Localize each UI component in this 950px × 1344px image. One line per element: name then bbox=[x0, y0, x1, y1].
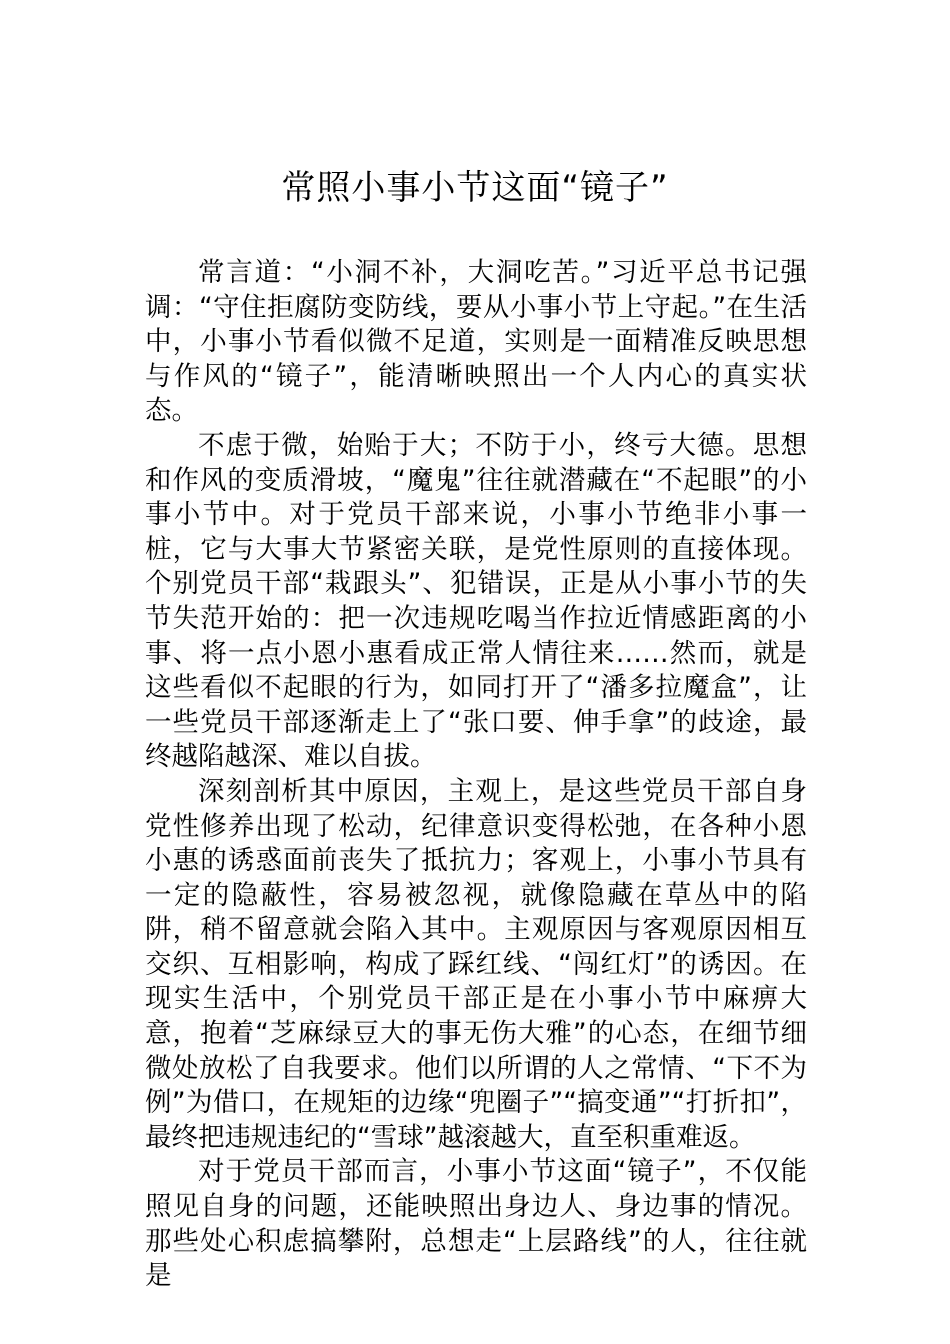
paragraph-3: 深刻剖析其中原因，主观上，是这些党员干部自身党性修养出现了松动，纪律意识变得松弛，在各种小恩小惠的诱惑面前丧失了抵抗力；客观上，小事小节具有一定的隐蔽性，容易被忽视，就像隐藏在草丛中的陷阱，稍不留意就会陷入其中。主观原因与客观原因相互交织、互相影响，构成了踩红线、“闯红灯”的诱因。在现实生活中，个别党员干部正是在小事小节中麻痹大意，抱着“芝麻绿豆大的事无伤大雅”的心态，在细节细微处放松了自我要求。他们以所谓的人之常情、“下不为例”为借口，在规矩的边缘“兜圈子”“搞变通”“打折扣”，最终把违规违纪的“雪球”越滚越大，直至积重难返。 bbox=[145, 775, 807, 1153]
paragraph-1: 常言道：“小洞不补，大洞吃苦。”习近平总书记强调：“守住拒腐防变防线，要从小事小节上守起。”在生活中，小事小节看似微不足道，实则是一面精准反映思想与作风的“镜子”，能清晰映照出一个人内心的真实状态。 bbox=[145, 257, 807, 427]
paragraph-4: 对于党员干部而言，小事小节这面“镜子”，不仅能照见自身的问题，还能映照出身边人、身边事的情况。那些处心积虑搞攀附，总想走“上层路线”的人，往往就是 bbox=[145, 1156, 807, 1292]
document-title: 常照小事小节这面“镜子” bbox=[281, 168, 669, 208]
paragraph-2: 不虑于微，始贻于大；不防于小，终亏大德。思想和作风的变质滑坡，“魔鬼”往往就潜藏在“不起眼”的小事小节中。对于党员干部来说，小事小节绝非小事一桩，它与大事大节紧密关联，是党性原则的直接体现。个别党员干部“栽跟头”、犯错误，正是从小事小节的失节失范开始的：把一次违规吃喝当作拉近情感距离的小事、将一点小恩小惠看成正常人情往来……然而，就是这些看似不起眼的行为，如同打开了“潘多拉魔盒”，让一些党员干部逐渐走上了“张口要、伸手拿”的歧途，最终越陷越深、难以自拔。 bbox=[145, 429, 807, 773]
document-body bbox=[145, 256, 807, 1294]
